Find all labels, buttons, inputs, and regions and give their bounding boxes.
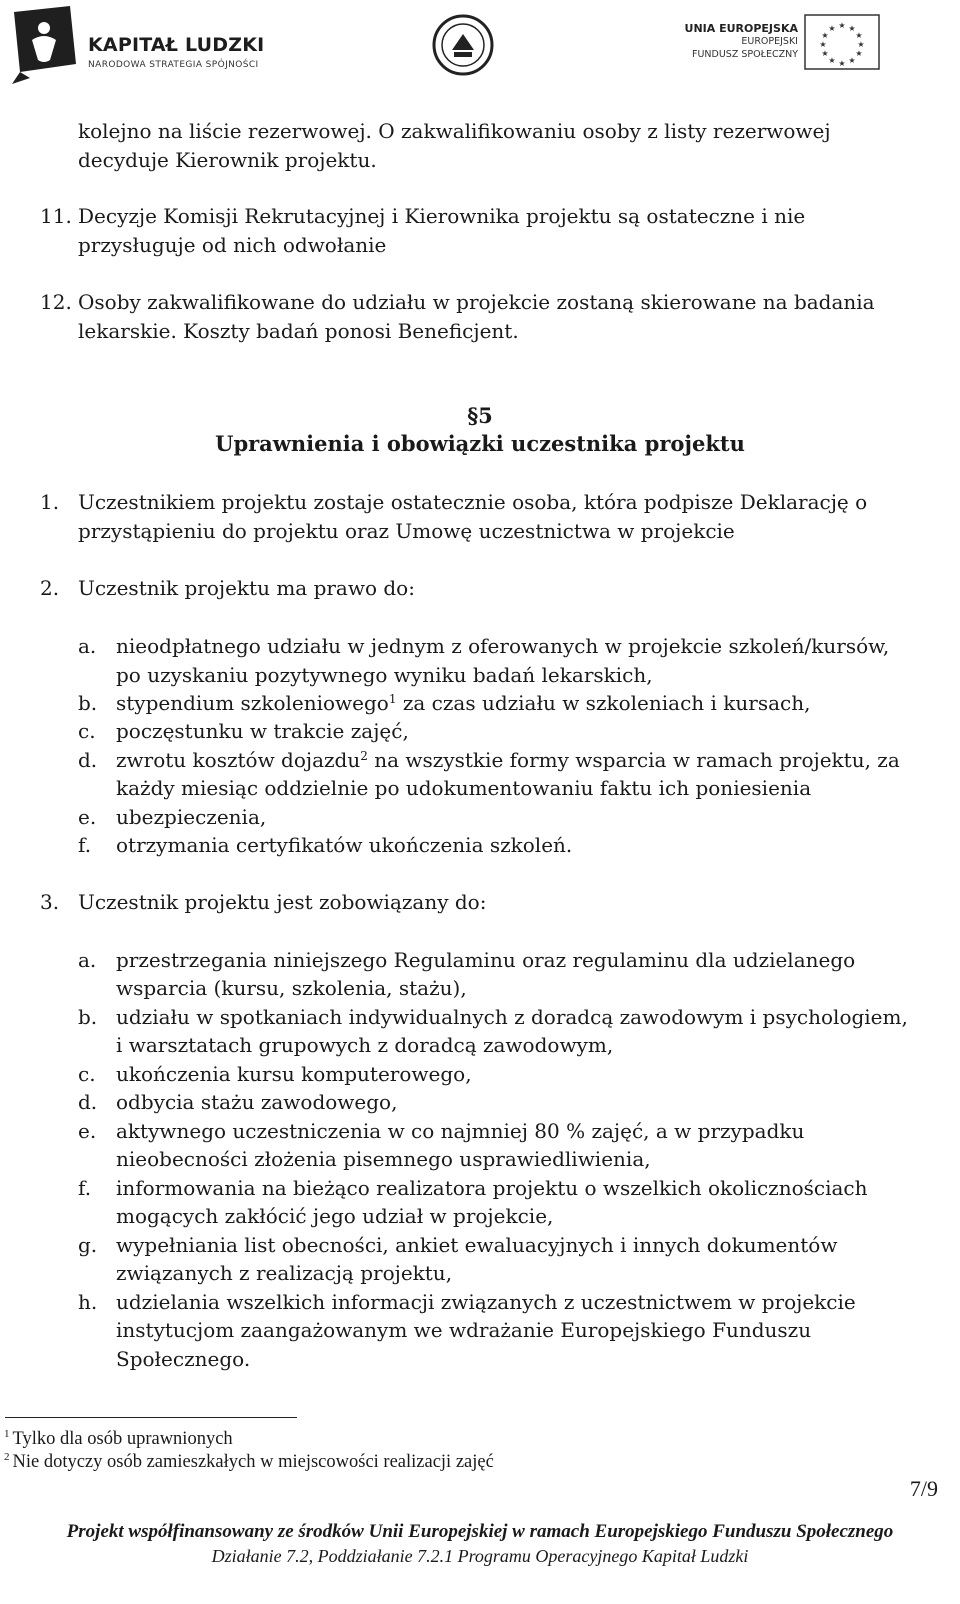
p3-number: 3. (40, 890, 60, 914)
eu-line1: UNIA EUROPEJSKA (684, 22, 798, 35)
p3-item-letter: a. (78, 948, 97, 972)
page-header (0, 0, 960, 95)
p3-item-line: przestrzegania niniejszego Regulaminu oraz regulaminu dla udzielanego (116, 948, 856, 972)
p3-item-line: Społecznego. (116, 1347, 251, 1371)
p2-number: 2. (40, 576, 60, 600)
item-12-line-2: lekarskie. Koszty badań ponosi Beneficjent. (78, 319, 519, 343)
item-11-number: 11. (40, 204, 72, 228)
p2-item-letter: d. (78, 748, 98, 772)
p2-text: Uczestnik projektu ma prawo do: (78, 576, 415, 600)
footnote-1 (4, 1428, 233, 1450)
footer-cofinancing-note: Projekt współfinansowany ze środków Unii Europejskiej w ramach Europejskiego Funduszu Społecznego (66, 1521, 894, 1542)
p2-item-text: za czas udziału w szkoleniach i kursach, (396, 691, 811, 715)
section-symbol: §5 (467, 403, 493, 428)
p3-item-line: informowania na bieżąco realizatora projektu o wszelkich okolicznościach (116, 1176, 868, 1200)
svg-text:★: ★ (848, 24, 856, 33)
p2-item-line: otrzymania certyfikatów ukończenia szkoleń. (116, 833, 573, 857)
svg-text:★: ★ (828, 24, 836, 33)
svg-text:★: ★ (828, 56, 836, 65)
kapital-ludzki-subtitle: NARODOWA STRATEGIA SPÓJNOŚCI (88, 60, 259, 70)
p3-item-line: udzielania wszelkich informacji związanych z uczestnictwem w projekcie (116, 1290, 856, 1314)
eu-logo-text (685, 22, 798, 61)
p3-item-line: ukończenia kursu komputerowego, (116, 1062, 472, 1086)
p3-item-letter: f. (78, 1176, 92, 1200)
kapital-ludzki-title: KAPITAŁ LUDZKI (88, 34, 265, 56)
p1-line-1: Uczestnikiem projektu zostaje ostatecznie osoba, która podpisze Deklarację o (78, 490, 868, 514)
p2-item-letter: b. (78, 691, 98, 715)
section-title: Uprawnienia i obowiązki uczestnika projektu (215, 431, 745, 456)
p3-item-line: udziału w spotkaniach indywidualnych z doradcą zawodowym i psychologiem, (116, 1005, 908, 1029)
footnote-divider (5, 1417, 297, 1418)
p3-item-letter: g. (78, 1233, 98, 1257)
footnote-2 (4, 1451, 494, 1473)
p3-item-letter: e. (78, 1119, 97, 1143)
svg-text:★: ★ (821, 49, 829, 58)
p3-item-line: mogących zakłócić jego udział w projekcie, (116, 1204, 554, 1228)
page-number: 7/9 (909, 1476, 938, 1501)
p3-item-line: i warsztatach grupowych z doradcą zawodowym, (116, 1033, 614, 1057)
p3-item-line: wypełniania list obecności, ankiet ewaluacyjnych i innych dokumentów (116, 1233, 838, 1257)
p3-item-letter: c. (78, 1062, 96, 1086)
p2-item-line: po uzyskaniu pozytywnego wyniku badań lekarskich, (116, 663, 653, 687)
p3-item-line: związanych z realizacją projektu, (116, 1261, 453, 1285)
p2-item-letter: c. (78, 719, 96, 743)
eu-line3: FUNDUSZ SPOŁECZNY (692, 49, 798, 60)
school-seal-icon (432, 14, 494, 76)
p3-item-line: aktywnego uczestniczenia w co najmniej 80 % zajęć, a w przypadku (116, 1119, 805, 1143)
eu-line2: EUROPEJSKI (741, 36, 798, 47)
item-11-line-1: Decyzje Komisji Rekrutacyjnej i Kierownika projektu są ostateczne i nie (78, 204, 806, 228)
svg-text:★: ★ (821, 31, 829, 40)
footnote-ref-2: 2 (360, 749, 368, 763)
p2-item-line (116, 689, 810, 717)
p2-item-line (116, 746, 900, 774)
p1-line-2: przystąpieniu do projektu oraz Umowę uczestnictwa w projekcie (78, 519, 735, 543)
p3-text: Uczestnik projektu jest zobowiązany do: (78, 890, 487, 914)
p2-item-line: poczęstunku w trakcie zajęć, (116, 719, 409, 743)
p3-item-line: odbycia stażu zawodowego, (116, 1090, 398, 1114)
item-12-number: 12. (40, 290, 72, 314)
kapital-ludzki-logo (10, 6, 280, 86)
p3-item-line: wsparcia (kursu, szkolenia, stażu), (116, 976, 467, 1000)
svg-text:★: ★ (848, 56, 856, 65)
svg-text:★: ★ (838, 59, 846, 68)
footnote-text: Tylko dla osób uprawnionych (12, 1429, 233, 1449)
item-12-line-1: Osoby zakwalifikowane do udziału w projekcie zostaną skierowane na badania (78, 290, 875, 314)
footnote-mark: 1 (4, 1428, 10, 1440)
p2-item-letter: e. (78, 805, 97, 829)
p2-item-letter: a. (78, 634, 97, 658)
footnote-mark: 2 (4, 1451, 10, 1463)
p2-item-line: każdy miesiąc oddzielnie po udokumentowaniu faktu ich poniesienia (116, 776, 812, 800)
p2-item-text: zwrotu kosztów dojazdu (116, 748, 361, 772)
p2-item-line: nieodpłatnego udziału w jednym z oferowanych w projekcie szkoleń/kursów, (116, 634, 890, 658)
intro-line-2: decyduje Kierownik projektu. (78, 148, 377, 172)
intro-line-1: kolejno na liście rezerwowej. O zakwalifikowaniu osoby z listy rezerwowej (78, 119, 831, 143)
p3-item-letter: h. (78, 1290, 98, 1314)
p2-item-text: stypendium szkoleniowego (116, 691, 389, 715)
footnote-ref-1: 1 (388, 692, 397, 706)
svg-text:★: ★ (857, 40, 865, 49)
p2-item-letter: f. (78, 833, 92, 857)
eu-flag-icon (804, 14, 880, 70)
kapital-ludzki-emblem-icon (10, 6, 82, 86)
p3-item-letter: b. (78, 1005, 98, 1029)
footer-program-note: Działanie 7.2, Poddziałanie 7.2.1 Programu Operacyjnego Kapitał Ludzki (211, 1546, 749, 1566)
p2-item-text: na wszystkie formy wsparcia w ramach projektu, za (367, 748, 900, 772)
footnote-text: Nie dotyczy osób zamieszkałych w miejscowości realizacji zajęć (12, 1452, 494, 1472)
svg-text:★: ★ (819, 40, 827, 49)
p1-number: 1. (40, 490, 60, 514)
p3-item-letter: d. (78, 1090, 98, 1114)
svg-text:★: ★ (855, 49, 863, 58)
svg-text:★: ★ (838, 21, 846, 30)
eu-logo (680, 14, 880, 78)
svg-text:★: ★ (855, 31, 863, 40)
item-11-line-2: przysługuje od nich odwołanie (78, 233, 387, 257)
p3-item-line: nieobecności złożenia pisemnego usprawiedliwienia, (116, 1147, 651, 1171)
p2-item-line: ubezpieczenia, (116, 805, 267, 829)
p3-item-line: instytucjom zaangażowanym we wdrażanie Europejskiego Funduszu (116, 1318, 812, 1342)
